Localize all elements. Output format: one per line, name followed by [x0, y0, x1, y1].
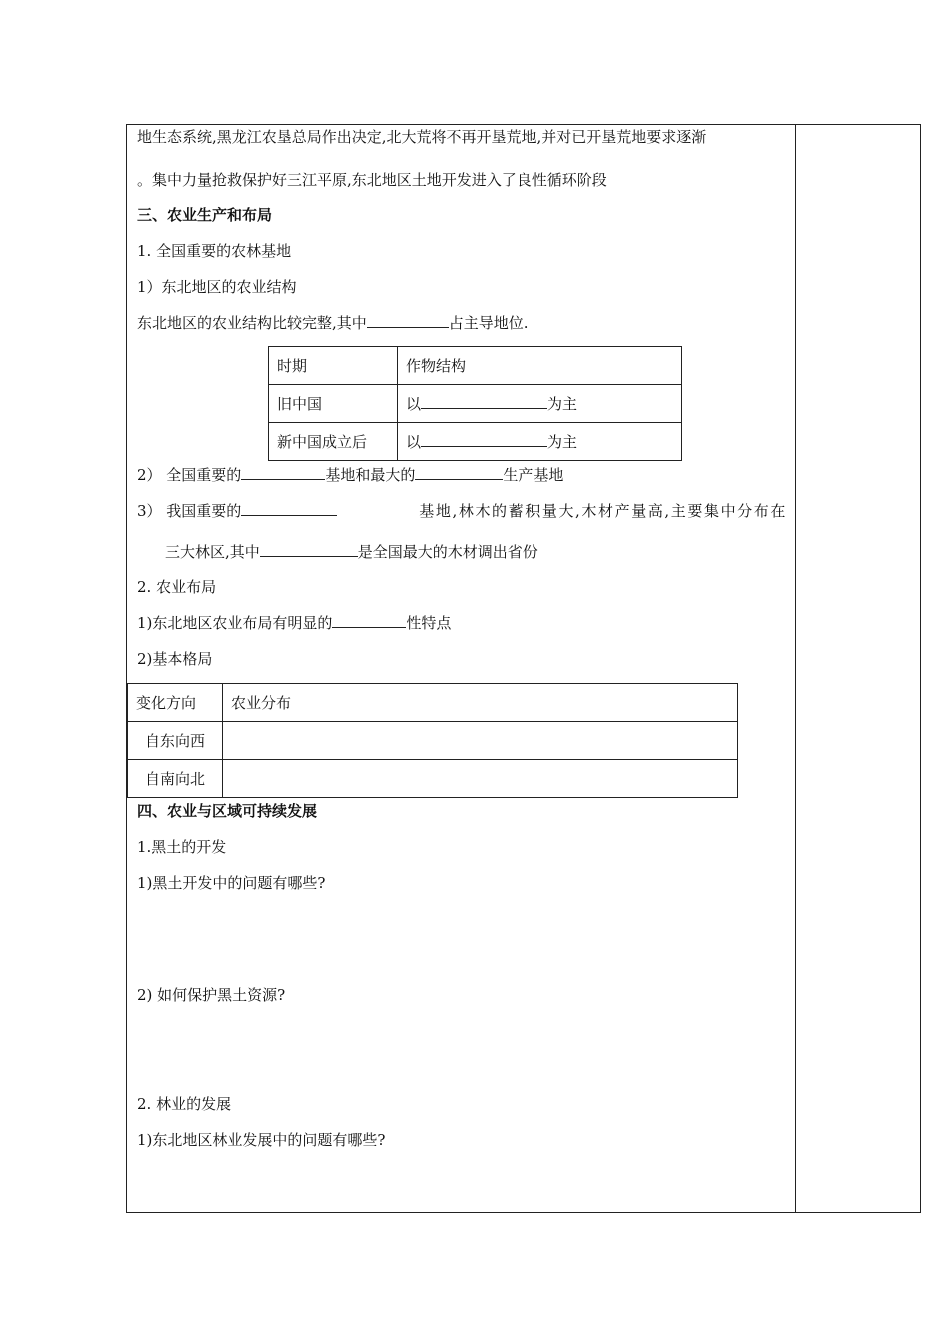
table-header: 作物结构 — [398, 347, 682, 385]
text: 为主 — [547, 395, 578, 413]
question: 1)黑土开发中的问题有哪些? — [137, 874, 326, 892]
section-heading: 三、农业生产和布局 — [137, 206, 273, 224]
answer-cell[interactable] — [223, 722, 738, 760]
text: 性特点 — [406, 614, 452, 632]
blank-field[interactable] — [332, 613, 406, 628]
subheading: 1. 全国重要的农林基地 — [137, 242, 292, 260]
subheading: 2. 农业布局 — [137, 578, 217, 596]
notes-column-divider — [795, 124, 796, 1213]
section-heading: 四、农业与区域可持续发展 — [137, 802, 318, 820]
question: 2) 如何保护黑土资源? — [137, 986, 286, 1004]
agri-layout-table — [127, 683, 738, 798]
text: 生产基地 — [503, 466, 564, 484]
blank-field[interactable] — [367, 313, 449, 328]
blank-field[interactable] — [260, 542, 358, 557]
text — [137, 501, 337, 521]
table-cell: 自东向西 — [128, 722, 223, 760]
paragraph-line: 地生态系统,黑龙江农垦总局作出决定,北大荒将不再开垦荒地,并对已开垦荒地要求逐渐 — [137, 128, 707, 146]
blank-field[interactable] — [421, 432, 547, 447]
text: 以 — [406, 433, 422, 451]
text: 基地和最大的 — [325, 466, 416, 484]
text: 2） 全国重要的 — [137, 466, 242, 484]
paragraph-line: 。集中力量抢救保护好三江平原,东北地区土地开发进入了良性循环阶段 — [137, 171, 607, 189]
fill-in-line — [137, 501, 787, 521]
table-cell — [398, 423, 682, 461]
text: 基地,林木的蓄积量大,木材产量高,主要集中分布在 — [419, 502, 787, 520]
text: 为主 — [547, 433, 578, 451]
table-header: 时期 — [269, 347, 398, 385]
text: 三大林区,其中 — [165, 543, 260, 561]
fill-in-line — [165, 542, 538, 562]
text: 1)东北地区农业布局有明显的 — [137, 614, 333, 632]
text: 3） 我国重要的 — [137, 502, 242, 520]
fill-in-line — [137, 313, 529, 333]
table-header: 农业分布 — [223, 684, 738, 722]
subheading: 2. 林业的发展 — [137, 1095, 232, 1113]
question: 1)东北地区林业发展中的问题有哪些? — [137, 1131, 386, 1149]
blank-field[interactable] — [415, 465, 503, 480]
blank-field[interactable] — [241, 501, 337, 516]
subheading: 2)基本格局 — [137, 650, 213, 668]
blank-field[interactable] — [421, 394, 547, 409]
table-cell: 旧中国 — [269, 385, 398, 423]
subheading: 1）东北地区的农业结构 — [137, 278, 297, 296]
table-cell: 自南向北 — [128, 760, 223, 798]
text: 东北地区的农业结构比较完整,其中 — [137, 314, 367, 332]
table-cell: 新中国成立后 — [269, 423, 398, 461]
table-header: 变化方向 — [128, 684, 223, 722]
text: 占主导地位. — [448, 314, 529, 332]
table-cell — [398, 385, 682, 423]
fill-in-line — [137, 613, 451, 633]
text: 以 — [406, 395, 422, 413]
blank-field[interactable] — [241, 465, 325, 480]
crop-structure-table — [268, 346, 682, 461]
text: 是全国最大的木材调出省份 — [357, 543, 538, 561]
answer-cell[interactable] — [223, 760, 738, 798]
fill-in-line — [137, 465, 563, 485]
subheading: 1.黑土的开发 — [137, 838, 227, 856]
